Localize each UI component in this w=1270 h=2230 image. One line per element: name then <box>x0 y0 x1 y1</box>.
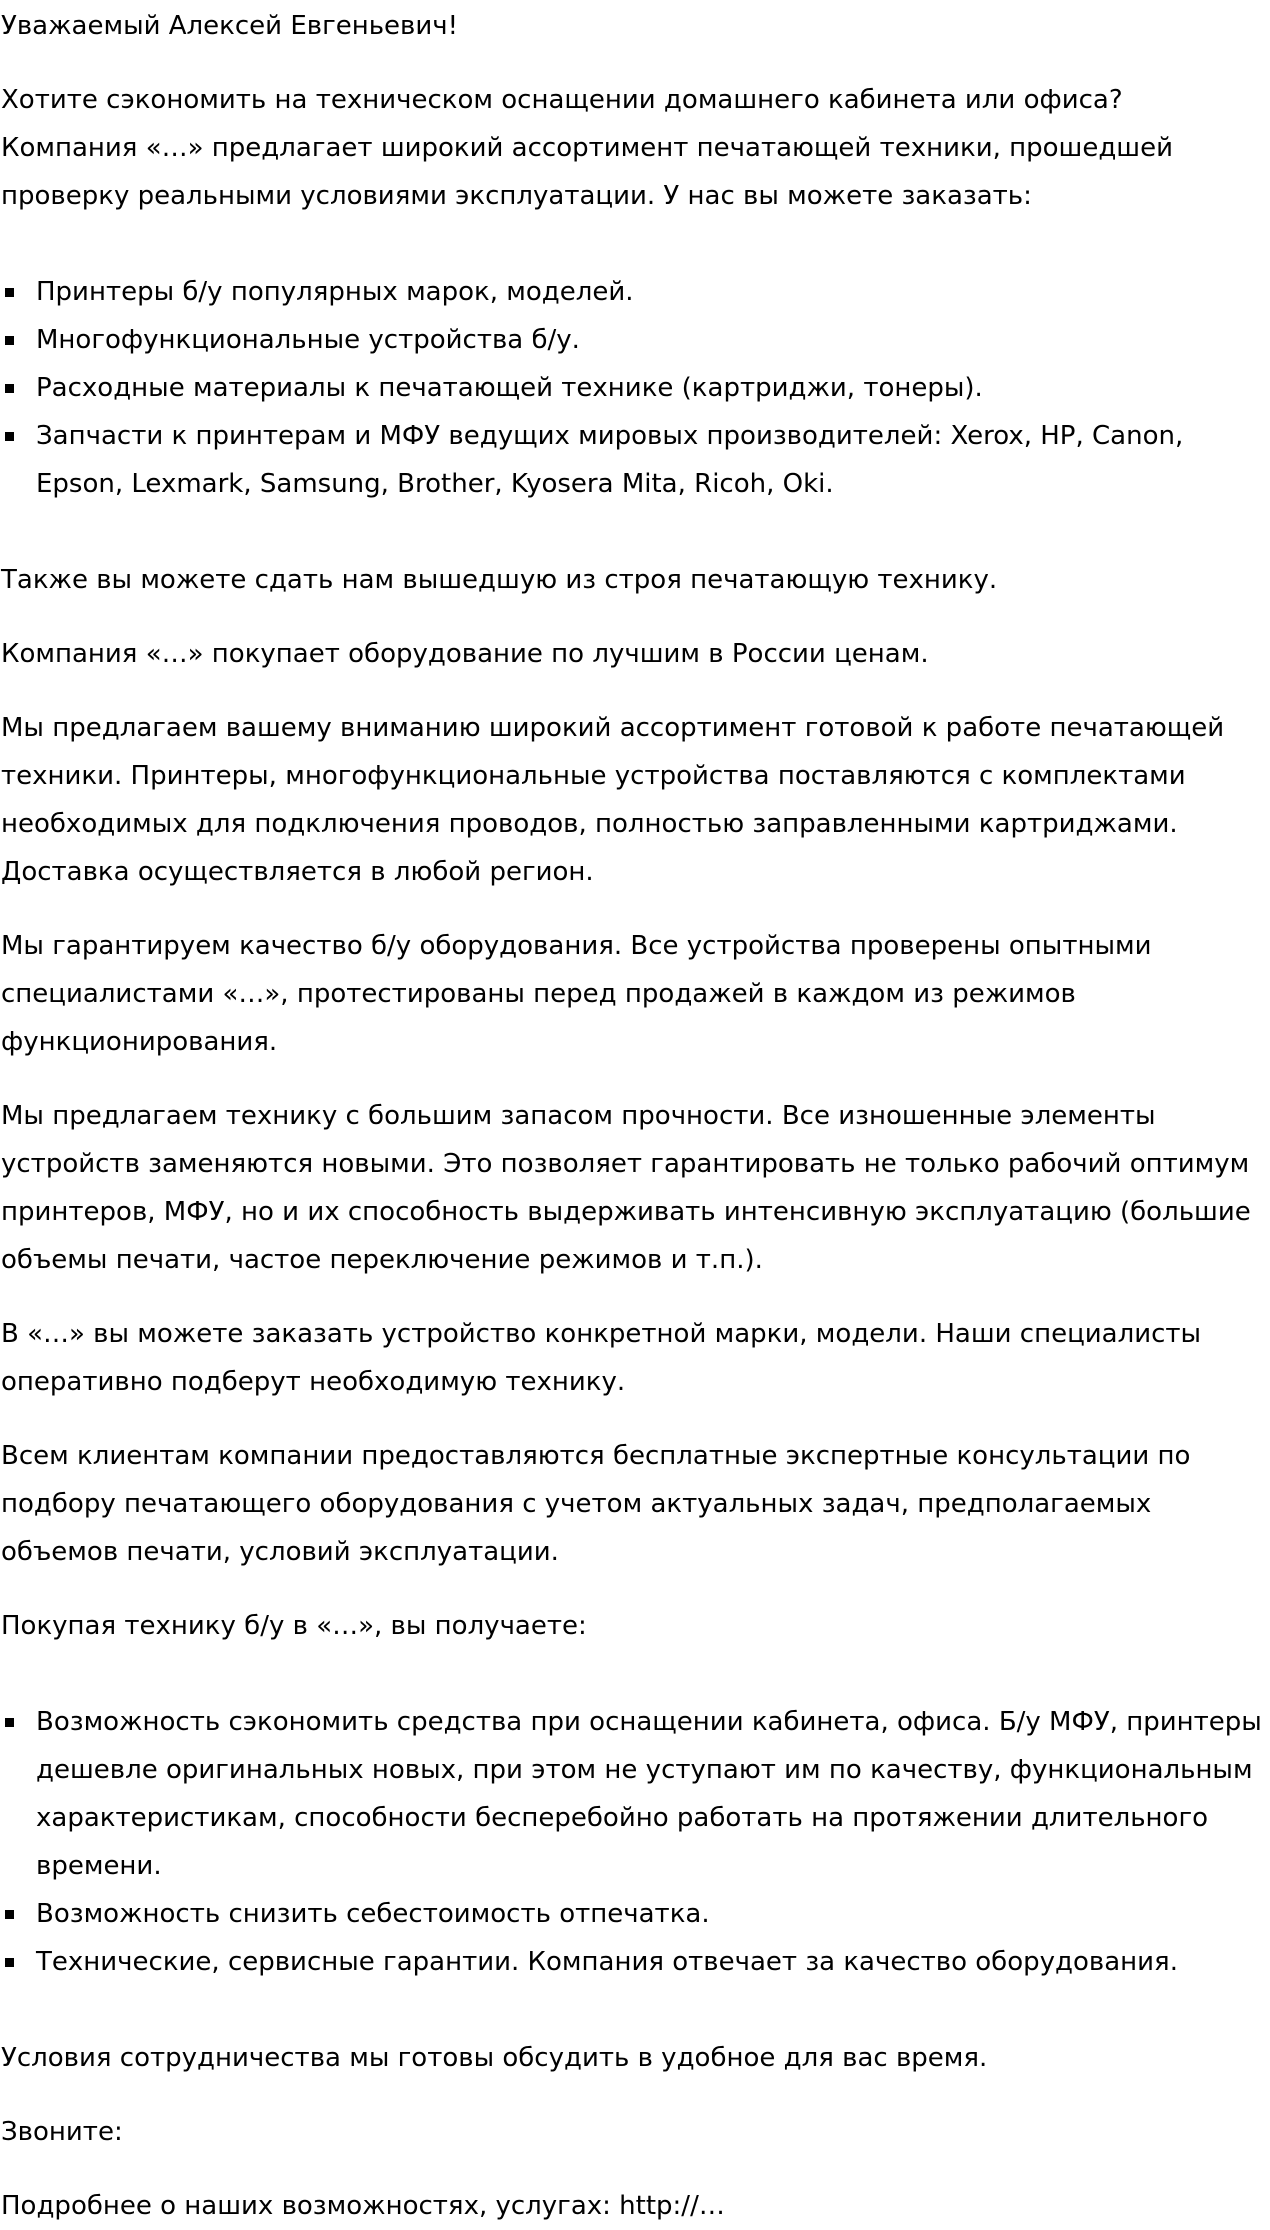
benefit-list <box>1 1698 1265 1986</box>
paragraph-durability: Мы предлагаем технику с большим запасом прочности. Все изношенные элементы устройств заменяются новыми. Это позволяет гарантировать не только рабочий оптимум принтеров, МФУ, но и их способность выдерживать интенсивную эксплуатацию (большие объемы печати, частое переключение режимов и т.п.). <box>1 1101 1251 1275</box>
paragraph-quality: Мы гарантируем качество б/у оборудования. Все устройства проверены опытными специалистами «…», протестированы перед продажей в каждом из режимов функционирования. <box>1 931 1152 1057</box>
list-item: Технические, сервисные гарантии. Компания отвечает за качество оборудования. <box>1 1938 1265 1986</box>
intro-paragraph: Хотите сэкономить на техническом оснащении домашнего кабинета или офиса? Компания «…» предлагает широкий ассортимент печатающей техники, прошедшей проверку реальными условиями эксплуатации. У нас вы можете заказать: <box>1 85 1173 211</box>
list-item: Возможность сэкономить средства при оснащении кабинета, офиса. Б/у МФУ, принтеры дешевле оригинальных новых, при этом не уступают им по качеству, функциональным характеристикам, способности бесперебойно работать на протяжении длительного времени. <box>1 1698 1265 1890</box>
paragraph-assortment: Мы предлагаем вашему вниманию широкий ассортимент готовой к работе печатающей техники. Принтеры, многофункциональные устройства поставляются с комплектами необходимых для подключения проводов, полностью заправленными картриджами. Доставка осуществляется в любой регион. <box>1 713 1225 887</box>
list-item: Расходные материалы к печатающей технике (картриджи, тонеры). <box>1 364 1265 412</box>
closing-link: Подробнее о наших возможностях, услугах: http://… <box>1 2191 725 2221</box>
greeting: Уважаемый Алексей Евгеньевич! <box>1 11 459 41</box>
list-item: Возможность снизить себестоимость отпечатка. <box>1 1890 1265 1938</box>
paragraph-trade-in: Также вы можете сдать нам вышедшую из строя печатающую технику. <box>1 565 998 595</box>
offer-list <box>1 268 1265 508</box>
closing-call: Звоните: <box>1 2117 123 2147</box>
list-item: Запчасти к принтерам и МФУ ведущих мировых производителей: Xerox, HP, Canon, Epson, Lexmark, Samsung, Brother, Kyosera Mita, Ricoh, Oki. <box>1 412 1265 508</box>
letter-body <box>0 2 1265 2230</box>
paragraph-ordering: В «…» вы можете заказать устройство конкретной марки, модели. Наши специалисты оперативно подберут необходимую технику. <box>1 1319 1202 1397</box>
paragraph-buyback: Компания «…» покупает оборудование по лучшим в России ценам. <box>1 639 929 669</box>
paragraph-benefits-intro: Покупая технику б/у в «…», вы получаете: <box>1 1611 587 1641</box>
list-item: Многофункциональные устройства б/у. <box>1 316 1265 364</box>
paragraph-consulting: Всем клиентам компании предоставляются бесплатные экспертные консультации по подбору печатающего оборудования с учетом актуальных задач, предполагаемых объемов печати, условий эксплуатации. <box>1 1441 1191 1567</box>
closing-terms: Условия сотрудничества мы готовы обсудить в удобное для вас время. <box>1 2043 988 2073</box>
list-item: Принтеры б/у популярных марок, моделей. <box>1 268 1265 316</box>
